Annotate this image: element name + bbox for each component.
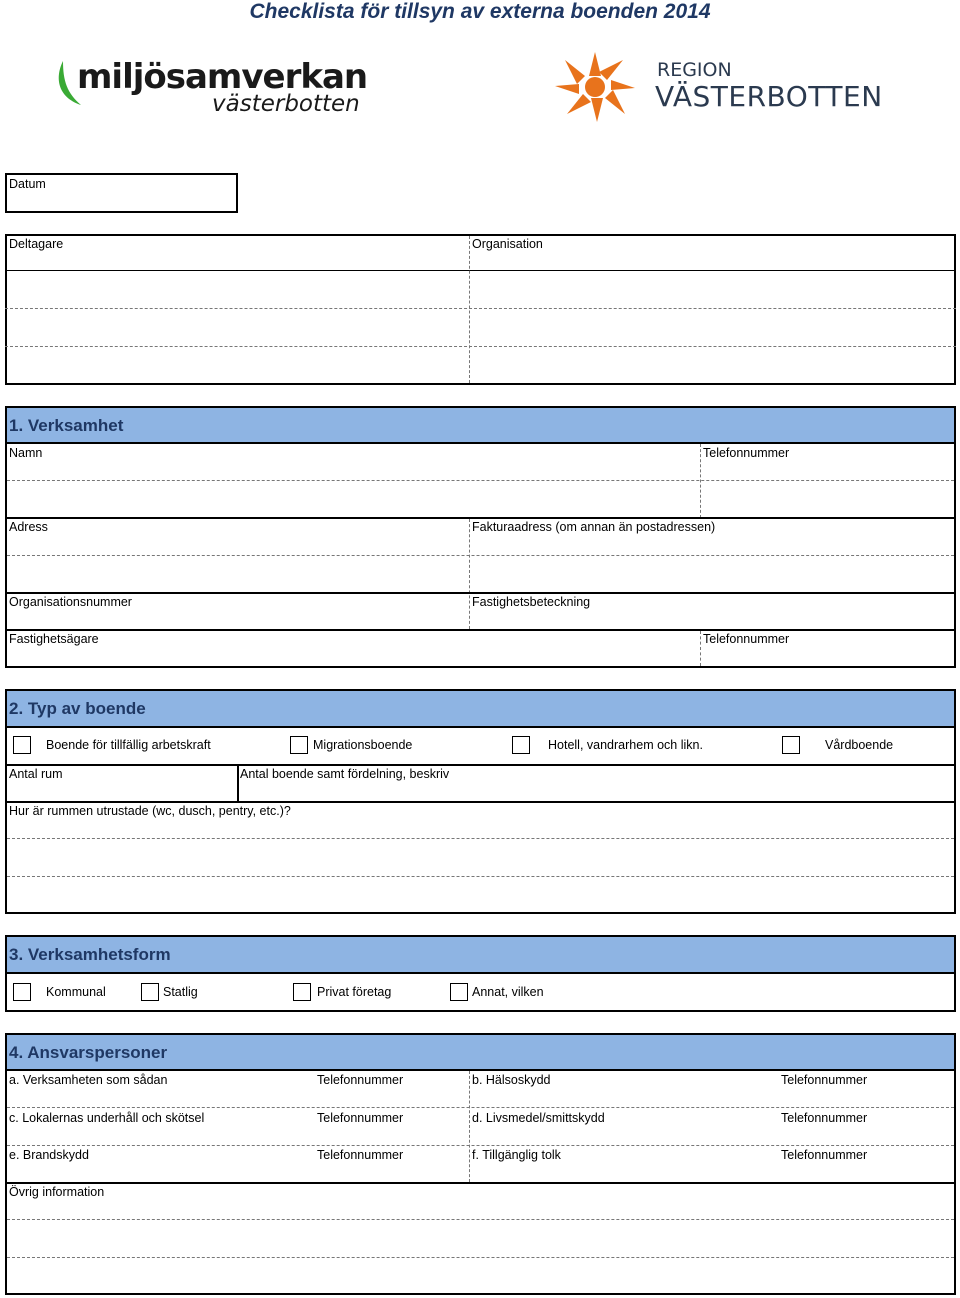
miljosamverkan-logo [55, 55, 368, 123]
row-divider [7, 480, 954, 481]
page-title: Checklista för tillsyn av externa boenden 2014 [249, 0, 711, 23]
row-divider [5, 308, 956, 309]
row-divider [5, 346, 956, 347]
antal-boende-label: Antal boende samt fördelning, beskriv [240, 767, 450, 781]
ansvar-a-label: a. Verksamheten som sådan [9, 1073, 168, 1087]
logo-vasterbotten-text: VÄSTERBOTTEN [655, 80, 883, 113]
deltagare-label: Deltagare [9, 237, 64, 251]
section-typ-av-boende-heading: 2. Typ av boende [9, 699, 146, 718]
organisation-input-1[interactable] [471, 272, 954, 307]
deltagare-input-1[interactable] [7, 272, 467, 307]
telefon-label: Telefonnummer [703, 446, 790, 460]
row-divider [7, 1219, 954, 1220]
checkbox-kommunal[interactable] [13, 983, 31, 1001]
ovrig-information-input[interactable] [7, 1221, 954, 1293]
checkbox-privat-foretag[interactable] [293, 983, 311, 1001]
row-divider [7, 1145, 954, 1146]
row-divider [5, 764, 956, 766]
ansvar-e-telefon-label: Telefonnummer [317, 1148, 404, 1162]
row-divider [5, 517, 956, 519]
utrustning-input[interactable] [7, 840, 954, 912]
logo-sub-text: västerbotten [212, 91, 360, 117]
checkbox-hotell[interactable] [512, 736, 530, 754]
option-label: Privat företag [317, 985, 392, 999]
fakturaadress-label: Fakturaadress (om annan än postadressen) [472, 520, 716, 534]
namn-label: Namn [9, 446, 43, 460]
column-divider [469, 236, 470, 383]
column-divider [469, 519, 470, 629]
option-label: Hotell, vandrarhem och likn. [548, 738, 703, 752]
option-label: Vårdboende [825, 738, 894, 752]
column-divider [700, 631, 701, 666]
utrustning-label: Hur är rummen utrustade (wc, dusch, pentry, etc.)? [9, 804, 291, 818]
fastighetsagare-telefon-label: Telefonnummer [703, 632, 790, 646]
option-label: Kommunal [46, 985, 106, 999]
ansvar-f-label: f. Tillgänglig tolk [472, 1148, 561, 1162]
section-verksamhetsform-heading: 3. Verksamhetsform [9, 945, 171, 964]
logo-region-text: REGION [657, 59, 732, 81]
section-verksamhet-heading: 1. Verksamhet [9, 416, 124, 435]
column-divider [469, 1071, 470, 1182]
section-verksamhet-header [7, 408, 954, 444]
adress-input[interactable] [7, 557, 467, 591]
adress-label: Adress [9, 520, 48, 534]
fastighetsagare-label: Fastighetsägare [9, 632, 99, 646]
participants-table [5, 234, 956, 385]
fastighetsbeteckning-label: Fastighetsbeteckning [472, 595, 591, 609]
checkbox-statlig[interactable] [141, 983, 159, 1001]
checkbox-vardboende[interactable] [782, 736, 800, 754]
ansvar-f-telefon-label: Telefonnummer [781, 1148, 868, 1162]
option-label: Migrationsboende [313, 738, 413, 752]
antal-rum-label: Antal rum [9, 767, 63, 781]
option-label: Annat, vilken [472, 985, 544, 999]
organisation-label: Organisation [472, 237, 543, 251]
section-ansvarspersoner-heading: 4. Ansvarspersoner [9, 1043, 168, 1062]
row-divider [5, 592, 956, 594]
column-divider [700, 444, 701, 518]
ovrig-information-label: Övrig information [9, 1185, 105, 1199]
row-divider [7, 838, 954, 839]
section-typ-av-boende-header [7, 691, 954, 728]
option-label: Statlig [163, 985, 198, 999]
checkbox-tillfallig-arbetskraft[interactable] [13, 736, 31, 754]
logo-main-text: miljösamverkan [77, 57, 368, 97]
telefon-input[interactable] [702, 482, 954, 516]
ansvar-e-label: e. Brandskydd [9, 1148, 89, 1162]
datum-label: Datum [9, 177, 46, 191]
ansvar-c-telefon-label: Telefonnummer [317, 1111, 404, 1125]
ansvar-b-label: b. Hälsoskydd [472, 1073, 551, 1087]
star-burst-icon [553, 50, 637, 124]
region-vasterbotten-logo [553, 50, 903, 125]
row-divider [5, 801, 956, 803]
ansvar-a-telefon-label: Telefonnummer [317, 1073, 404, 1087]
ansvar-c-label: c. Lokalernas underhåll och skötsel [9, 1111, 205, 1125]
row-divider [7, 1107, 954, 1108]
ansvar-b-telefon-label: Telefonnummer [781, 1073, 868, 1087]
fakturaadress-input[interactable] [471, 557, 954, 591]
row-divider [7, 555, 954, 556]
orgnr-label: Organisationsnummer [9, 595, 132, 609]
option-label: Boende för tillfällig arbetskraft [46, 738, 211, 752]
column-divider [237, 765, 239, 802]
row-divider [5, 1182, 956, 1184]
checkbox-migrationsboende[interactable] [290, 736, 308, 754]
ansvar-d-telefon-label: Telefonnummer [781, 1111, 868, 1125]
row-divider [5, 270, 956, 271]
row-divider [5, 629, 956, 631]
namn-input[interactable] [7, 482, 699, 516]
ansvar-d-label: d. Livsmedel/smittskydd [472, 1111, 605, 1125]
checkbox-annat[interactable] [450, 983, 468, 1001]
